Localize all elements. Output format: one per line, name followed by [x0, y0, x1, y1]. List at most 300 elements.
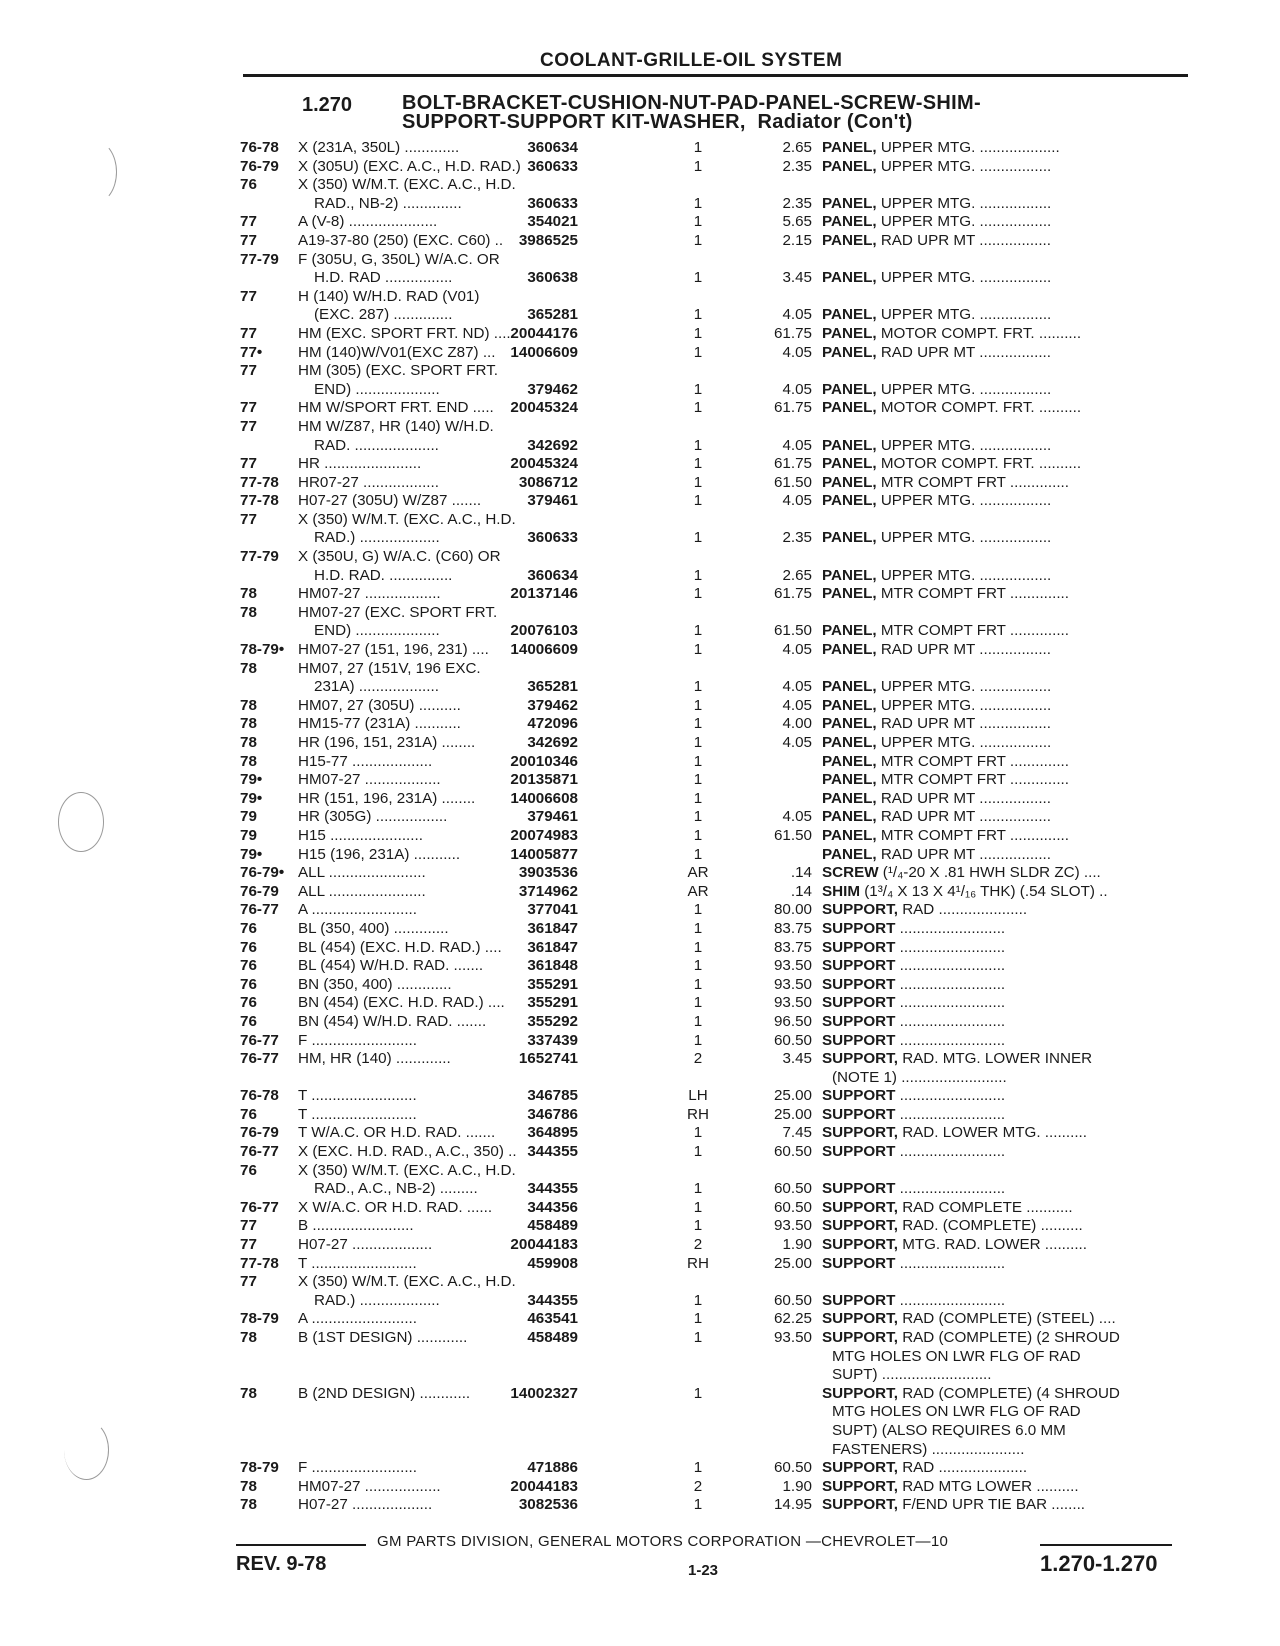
part-name-detail: RAD. MTG. LOWER INNER: [902, 1050, 1093, 1068]
price: 80.00: [773, 901, 812, 919]
part-name: [832, 1366, 1206, 1385]
parts-row: [240, 399, 1200, 418]
quantity: 1: [693, 678, 703, 696]
parts-row: [240, 771, 1200, 790]
price: 60.50: [773, 1031, 812, 1049]
part-name-keyword: PANEL,: [822, 343, 877, 361]
quantity: 1: [693, 752, 703, 770]
model-year: 77: [240, 417, 257, 435]
model-year: 78: [240, 715, 257, 733]
part-number: 459908: [527, 1254, 578, 1272]
quantity: 1: [693, 1031, 703, 1049]
part-name: [822, 641, 1206, 660]
price: 7.45: [782, 1124, 812, 1142]
model-year: 79•: [240, 771, 263, 789]
quantity: 1: [693, 845, 703, 863]
part-name: [822, 1013, 1206, 1032]
part-number: 379462: [527, 380, 578, 398]
price: .14: [790, 864, 812, 882]
price: 61.50: [773, 473, 812, 491]
part-number: 361847: [527, 938, 578, 956]
quantity: 1: [693, 808, 703, 826]
model-description: H07-27 (305U) W/Z87 .......: [298, 492, 482, 510]
price: 4.05: [782, 306, 812, 324]
part-number: 344355: [527, 1291, 578, 1309]
model-description: T W/A.C. OR H.D. RAD. .......: [298, 1124, 496, 1142]
model-description: BL (454) (EXC. H.D. RAD.) ....: [298, 938, 502, 956]
parts-row: [240, 1143, 1200, 1162]
part-name-keyword: SUPPORT,: [822, 901, 898, 919]
part-number: 346786: [527, 1105, 578, 1123]
part-name: [822, 474, 1206, 493]
parts-row: [240, 1310, 1200, 1329]
part-name: [822, 976, 1206, 995]
quantity: 1: [693, 734, 703, 751]
part-number: 14006609: [510, 641, 578, 659]
part-name-detail: UPPER MTG. .................: [880, 157, 1052, 175]
part-number: 360633: [527, 194, 578, 212]
parts-row: [240, 567, 1200, 586]
parts-row: [240, 1032, 1200, 1051]
part-name-keyword: PANEL,: [822, 789, 877, 807]
quantity: 1: [693, 194, 703, 212]
part-name: [822, 1329, 1206, 1348]
parts-row: [240, 1496, 1200, 1515]
model-description: HM07-27 ..................: [298, 771, 441, 789]
part-name-detail: .........................: [899, 994, 1006, 1012]
price: 25.00: [773, 1105, 812, 1123]
part-name-keyword: SUPPORT,: [822, 1496, 898, 1514]
part-name-detail: (1³/₄ X 13 X 4¹/₁₆ THK) (.54 SLOT) ..: [864, 882, 1108, 900]
model-year: 76-79: [240, 882, 279, 900]
model-year: 76-77: [240, 1198, 279, 1216]
quantity: 1: [693, 1012, 703, 1030]
part-number: 361848: [527, 957, 578, 975]
model-description: HM, HR (140) .............: [298, 1050, 451, 1068]
part-name-keyword: SUPPORT: [822, 1105, 896, 1123]
part-name: [822, 195, 1206, 214]
part-name: [822, 325, 1206, 344]
part-name-keyword: SUPPORT,: [822, 1384, 898, 1402]
model-description: HM15-77 (231A) ...........: [298, 715, 461, 733]
parts-row: [240, 1199, 1200, 1218]
part-name-keyword: PANEL,: [822, 269, 877, 287]
part-name-detail: RAD UPR MT .................: [880, 845, 1051, 863]
model-description: A19-37-80 (250) (EXC. C60) ..: [298, 231, 504, 249]
part-name-keyword: SUPPORT: [822, 1180, 896, 1198]
model-description: RAD.) ...................: [314, 529, 440, 547]
model-description: T .........................: [298, 1105, 417, 1123]
part-name-keyword: PANEL,: [822, 622, 877, 640]
model-description: X (231A, 350L) .............: [298, 139, 460, 156]
model-description: X (350) W/M.T. (EXC. A.C., H.D.: [298, 1273, 516, 1291]
model-description: T .........................: [298, 1254, 417, 1272]
part-name-detail: .........................: [899, 938, 1006, 956]
quantity: AR: [687, 882, 709, 900]
part-name: [822, 585, 1206, 604]
quantity: 1: [693, 213, 703, 231]
model-description: B (2ND DESIGN) ............: [298, 1384, 471, 1402]
model-year: 76: [240, 975, 257, 993]
model-description: H15 (196, 231A) ...........: [298, 845, 461, 863]
price: 1.90: [782, 1236, 812, 1254]
price: 60.50: [773, 1143, 812, 1161]
parts-row: [240, 734, 1200, 753]
model-description: A .........................: [298, 1310, 418, 1328]
parts-row: [240, 1459, 1200, 1478]
part-name-keyword: SUPPORT,: [822, 1236, 898, 1254]
part-name: [832, 1403, 1206, 1422]
part-name-detail: SUPT) ..........................: [832, 1366, 992, 1384]
parts-row: [240, 1013, 1200, 1032]
part-name-keyword: PANEL,: [822, 529, 877, 547]
part-name-detail: .........................: [899, 1291, 1006, 1309]
model-description: H15 ......................: [298, 826, 423, 844]
part-name-keyword: PANEL,: [822, 194, 877, 212]
model-description: X (EXC. H.D. RAD., A.C., 350) ..: [298, 1143, 517, 1161]
part-name: [822, 771, 1206, 790]
model-year: 77: [240, 1217, 257, 1235]
part-name-detail: RAD UPR MT .................: [880, 343, 1051, 361]
part-name-keyword: SUPPORT,: [822, 1124, 898, 1142]
part-name-keyword: PANEL,: [822, 715, 877, 733]
section-title-line2-rest: Radiator (Con't): [757, 111, 913, 133]
parts-row: [240, 957, 1200, 976]
part-number: 346785: [527, 1087, 578, 1105]
price: 96.50: [773, 1012, 812, 1030]
part-name-keyword: PANEL,: [822, 771, 877, 789]
parts-row: [240, 994, 1200, 1013]
model-description: ALL .......................: [298, 864, 426, 882]
model-description: A .........................: [298, 901, 418, 919]
part-number: 355291: [527, 994, 578, 1012]
model-description: BN (454) (EXC. H.D. RAD.) ....: [298, 994, 505, 1012]
price: 61.50: [773, 622, 812, 640]
parts-row: [240, 1124, 1200, 1143]
price: 93.50: [773, 1217, 812, 1235]
binder-hole-top: [72, 140, 117, 204]
model-year: 78-79•: [240, 641, 285, 659]
model-description: RAD. ....................: [314, 436, 439, 454]
part-name-detail: .........................: [899, 1143, 1006, 1161]
part-name-keyword: PANEL,: [822, 231, 877, 249]
part-name-detail: .........................: [899, 919, 1006, 937]
parts-row: [240, 1478, 1200, 1497]
price: 1.90: [782, 1477, 812, 1495]
page-header: COOLANT-GRILLE-OIL SYSTEM: [540, 50, 843, 71]
part-number: 20044183: [510, 1236, 578, 1254]
parts-row: [240, 325, 1200, 344]
parts-row: [240, 362, 1200, 381]
parts-row: [240, 846, 1200, 865]
price: 61.75: [773, 455, 812, 473]
quantity: 1: [693, 1291, 703, 1309]
part-name-keyword: PANEL,: [822, 455, 877, 473]
price: 62.25: [773, 1310, 812, 1328]
part-number: 20010346: [510, 752, 578, 770]
model-description: X (350U, G) W/A.C. (C60) OR: [298, 548, 501, 566]
price: 25.00: [773, 1087, 812, 1105]
model-year: 77•: [240, 343, 263, 361]
part-name: [822, 901, 1206, 920]
price: 2.35: [782, 194, 812, 212]
model-description: END) ....................: [314, 622, 440, 640]
parts-row: [240, 1217, 1200, 1236]
part-name-detail: UPPER MTG. .................: [880, 436, 1052, 454]
part-name-keyword: PANEL,: [822, 678, 877, 696]
part-name-keyword: PANEL,: [822, 380, 877, 398]
price: 61.50: [773, 826, 812, 844]
part-name-detail: UPPER MTG. .................: [880, 678, 1052, 696]
model-description: HM07, 27 (305U) ..........: [298, 696, 461, 714]
quantity: 1: [693, 157, 703, 175]
part-name-detail: RAD UPR MT .................: [880, 641, 1051, 659]
parts-row: [240, 529, 1200, 548]
part-name: [822, 715, 1206, 734]
model-year: 76-77: [240, 1143, 279, 1161]
part-name-keyword: PANEL,: [822, 324, 877, 342]
model-description: BN (350, 400) .............: [298, 975, 452, 993]
model-year: 78-79: [240, 1310, 279, 1328]
model-year: 78: [240, 1384, 257, 1402]
model-year: 77: [240, 231, 257, 249]
model-year: 78: [240, 603, 257, 621]
parts-row: [240, 827, 1200, 846]
parts-row: [240, 437, 1200, 456]
parts-row: [240, 288, 1200, 307]
model-description: BL (454) W/H.D. RAD. .......: [298, 957, 484, 975]
model-description: HM (305) (EXC. SPORT FRT.: [298, 362, 499, 380]
part-number: 3086712: [518, 473, 578, 491]
parts-row: [240, 381, 1200, 400]
quantity: 1: [693, 566, 703, 584]
model-year: 78: [240, 585, 257, 603]
model-year: 76-79: [240, 157, 279, 175]
part-name: [822, 864, 1206, 883]
part-name-keyword: PANEL,: [822, 566, 877, 584]
part-name-detail: MOTOR COMPT. FRT. ..........: [880, 455, 1082, 473]
model-description: RAD., A.C., NB-2) .........: [314, 1180, 478, 1198]
part-number: 458489: [527, 1329, 578, 1346]
part-name: [822, 1217, 1206, 1236]
part-name-keyword: SUPPORT: [822, 938, 896, 956]
part-name-keyword: SUPPORT: [822, 1087, 896, 1105]
quantity: 1: [693, 1217, 703, 1235]
model-year: 79: [240, 808, 257, 826]
section-title-line1: BOLT-BRACKET-CUSHION-NUT-PAD-PANEL-SCREW-SHIM-: [402, 92, 981, 114]
part-name: [822, 957, 1206, 976]
part-name: [822, 1292, 1206, 1311]
model-year: 77-78: [240, 473, 279, 491]
part-name: [822, 994, 1206, 1013]
model-year: 76-78: [240, 1087, 279, 1105]
quantity: 2: [693, 1477, 703, 1495]
model-year: 76-77: [240, 1031, 279, 1049]
parts-row: [240, 1069, 1200, 1088]
parts-row: [240, 901, 1200, 920]
model-description: HR .......................: [298, 455, 422, 473]
part-number: 342692: [527, 436, 578, 454]
parts-row: [240, 306, 1200, 325]
parts-row: [240, 660, 1200, 679]
quantity: 1: [693, 715, 703, 733]
quantity: 1: [693, 1459, 703, 1477]
quantity: 1: [693, 641, 703, 659]
part-name-detail: RAD COMPLETE ...........: [902, 1198, 1073, 1216]
parts-row: [240, 269, 1200, 288]
part-name-detail: MOTOR COMPT. FRT. ..........: [880, 399, 1082, 417]
part-number: 342692: [527, 734, 578, 751]
part-number: 355291: [527, 975, 578, 993]
part-name-detail: (NOTE 1) .........................: [832, 1068, 1007, 1086]
quantity: 1: [693, 1496, 703, 1514]
part-name: [822, 1310, 1206, 1329]
price: 61.75: [773, 324, 812, 342]
part-name-detail: .........................: [899, 1105, 1006, 1123]
part-number: 20044176: [510, 324, 578, 342]
model-year: 76: [240, 938, 257, 956]
parts-row: [240, 548, 1200, 567]
parts-row: [240, 418, 1200, 437]
part-name-detail: MTG. RAD. LOWER ..........: [902, 1236, 1087, 1254]
quantity: 1: [693, 771, 703, 789]
part-name-keyword: PANEL,: [822, 492, 877, 510]
part-name-keyword: SUPPORT,: [822, 1050, 898, 1068]
quantity: 1: [693, 1329, 703, 1346]
part-name-detail: MTR COMPT FRT ..............: [880, 622, 1069, 640]
model-description: F .........................: [298, 1459, 417, 1477]
part-name-detail: SUPT) (ALSO REQUIRES 6.0 MM: [832, 1421, 1066, 1439]
part-name: [822, 1496, 1206, 1515]
model-description: B ........................: [298, 1217, 414, 1235]
quantity: 1: [693, 901, 703, 919]
parts-row: [240, 976, 1200, 995]
binder-hole-bottom: [64, 1420, 109, 1480]
part-number: 3903536: [518, 864, 578, 882]
part-name-detail: UPPER MTG. .................: [880, 269, 1052, 287]
model-description: HR07-27 ..................: [298, 473, 439, 491]
price: 2.15: [782, 231, 812, 249]
binder-hole-middle: [58, 792, 104, 852]
price: 60.50: [773, 1198, 812, 1216]
part-number: 364895: [527, 1124, 578, 1142]
part-name-detail: RAD MTG LOWER ..........: [902, 1477, 1079, 1495]
section-title: [402, 94, 981, 132]
part-name: [822, 883, 1206, 902]
part-name-detail: UPPER MTG. .................: [880, 696, 1052, 714]
part-name-keyword: PANEL,: [822, 399, 877, 417]
part-name-keyword: PANEL,: [822, 641, 877, 659]
part-name-detail: RAD. (COMPLETE) ..........: [902, 1217, 1083, 1235]
part-name-detail: .........................: [899, 975, 1006, 993]
parts-row: [240, 1441, 1200, 1460]
model-description: HM07-27 (151, 196, 231) ....: [298, 641, 489, 659]
part-number: 20045324: [510, 455, 578, 473]
part-name: [822, 399, 1206, 418]
page-number: 1-23: [688, 1562, 719, 1579]
parts-row: [240, 1385, 1200, 1404]
part-name-detail: MTR COMPT FRT ..............: [880, 585, 1069, 603]
part-name-detail: RAD UPR MT .................: [880, 789, 1051, 807]
part-name-keyword: PANEL,: [822, 213, 877, 231]
parts-row: [240, 622, 1200, 641]
part-name: [822, 622, 1206, 641]
parts-row: [240, 158, 1200, 177]
part-name-keyword: PANEL,: [822, 734, 877, 751]
parts-row: [240, 511, 1200, 530]
part-number: 337439: [527, 1031, 578, 1049]
part-name: [822, 232, 1206, 251]
quantity: 1: [693, 492, 703, 510]
part-name-detail: UPPER MTG. .................: [880, 194, 1052, 212]
part-name-detail: UPPER MTG. ...................: [880, 139, 1060, 156]
price: 3.45: [782, 269, 812, 287]
header-rule: [243, 74, 1188, 77]
part-name: [822, 1459, 1206, 1478]
price: 4.05: [782, 678, 812, 696]
model-year: 77: [240, 324, 257, 342]
part-name-detail: MOTOR COMPT. FRT. ..........: [880, 324, 1082, 342]
model-year: 78-79: [240, 1459, 279, 1477]
part-number: 360634: [527, 566, 578, 584]
quantity: 1: [693, 826, 703, 844]
quantity: 1: [693, 139, 703, 156]
part-name-keyword: SUPPORT: [822, 994, 896, 1012]
model-year: 76: [240, 1161, 257, 1179]
part-name-detail: MTG HOLES ON LWR FLG OF RAD: [832, 1403, 1081, 1421]
part-name: [822, 1050, 1206, 1069]
price: 60.50: [773, 1459, 812, 1477]
part-name-keyword: PANEL,: [822, 808, 877, 826]
part-name-detail: MTR COMPT FRT ..............: [880, 826, 1069, 844]
part-name-detail: RAD .....................: [902, 901, 1028, 919]
part-number: 3082536: [518, 1496, 578, 1514]
part-number: 20045324: [510, 399, 578, 417]
model-description: X (350) W/M.T. (EXC. A.C., H.D.: [298, 176, 516, 194]
part-name: [822, 846, 1206, 865]
part-number: 344356: [527, 1198, 578, 1216]
part-name-keyword: SUPPORT: [822, 919, 896, 937]
model-year: 78: [240, 659, 257, 677]
model-year: 78: [240, 1496, 257, 1514]
price: 83.75: [773, 938, 812, 956]
part-number: 20135871: [510, 771, 578, 789]
part-number: 3714962: [518, 882, 578, 900]
model-year: 76: [240, 1012, 257, 1030]
parts-row: [240, 678, 1200, 697]
parts-row: [240, 455, 1200, 474]
model-description: HM (140)W/V01(EXC Z87) ...: [298, 343, 496, 361]
model-description: F .........................: [298, 1031, 417, 1049]
model-year: 78: [240, 752, 257, 770]
part-name: [822, 808, 1206, 827]
parts-row: [240, 808, 1200, 827]
parts-row: [240, 1422, 1200, 1441]
parts-row: [240, 1403, 1200, 1422]
part-name-detail: MTG HOLES ON LWR FLG OF RAD: [832, 1347, 1081, 1365]
part-name-keyword: SUPPORT,: [822, 1477, 898, 1495]
quantity: 1: [693, 975, 703, 993]
quantity: 1: [693, 696, 703, 714]
part-name-detail: RAD (COMPLETE) (STEEL) ....: [902, 1310, 1116, 1328]
model-year: 77: [240, 362, 257, 380]
part-number: 14006608: [510, 789, 578, 807]
part-name: [822, 920, 1206, 939]
part-name: [822, 734, 1206, 753]
part-name: [822, 1087, 1206, 1106]
part-number: 360638: [527, 269, 578, 287]
model-year: 77: [240, 455, 257, 473]
